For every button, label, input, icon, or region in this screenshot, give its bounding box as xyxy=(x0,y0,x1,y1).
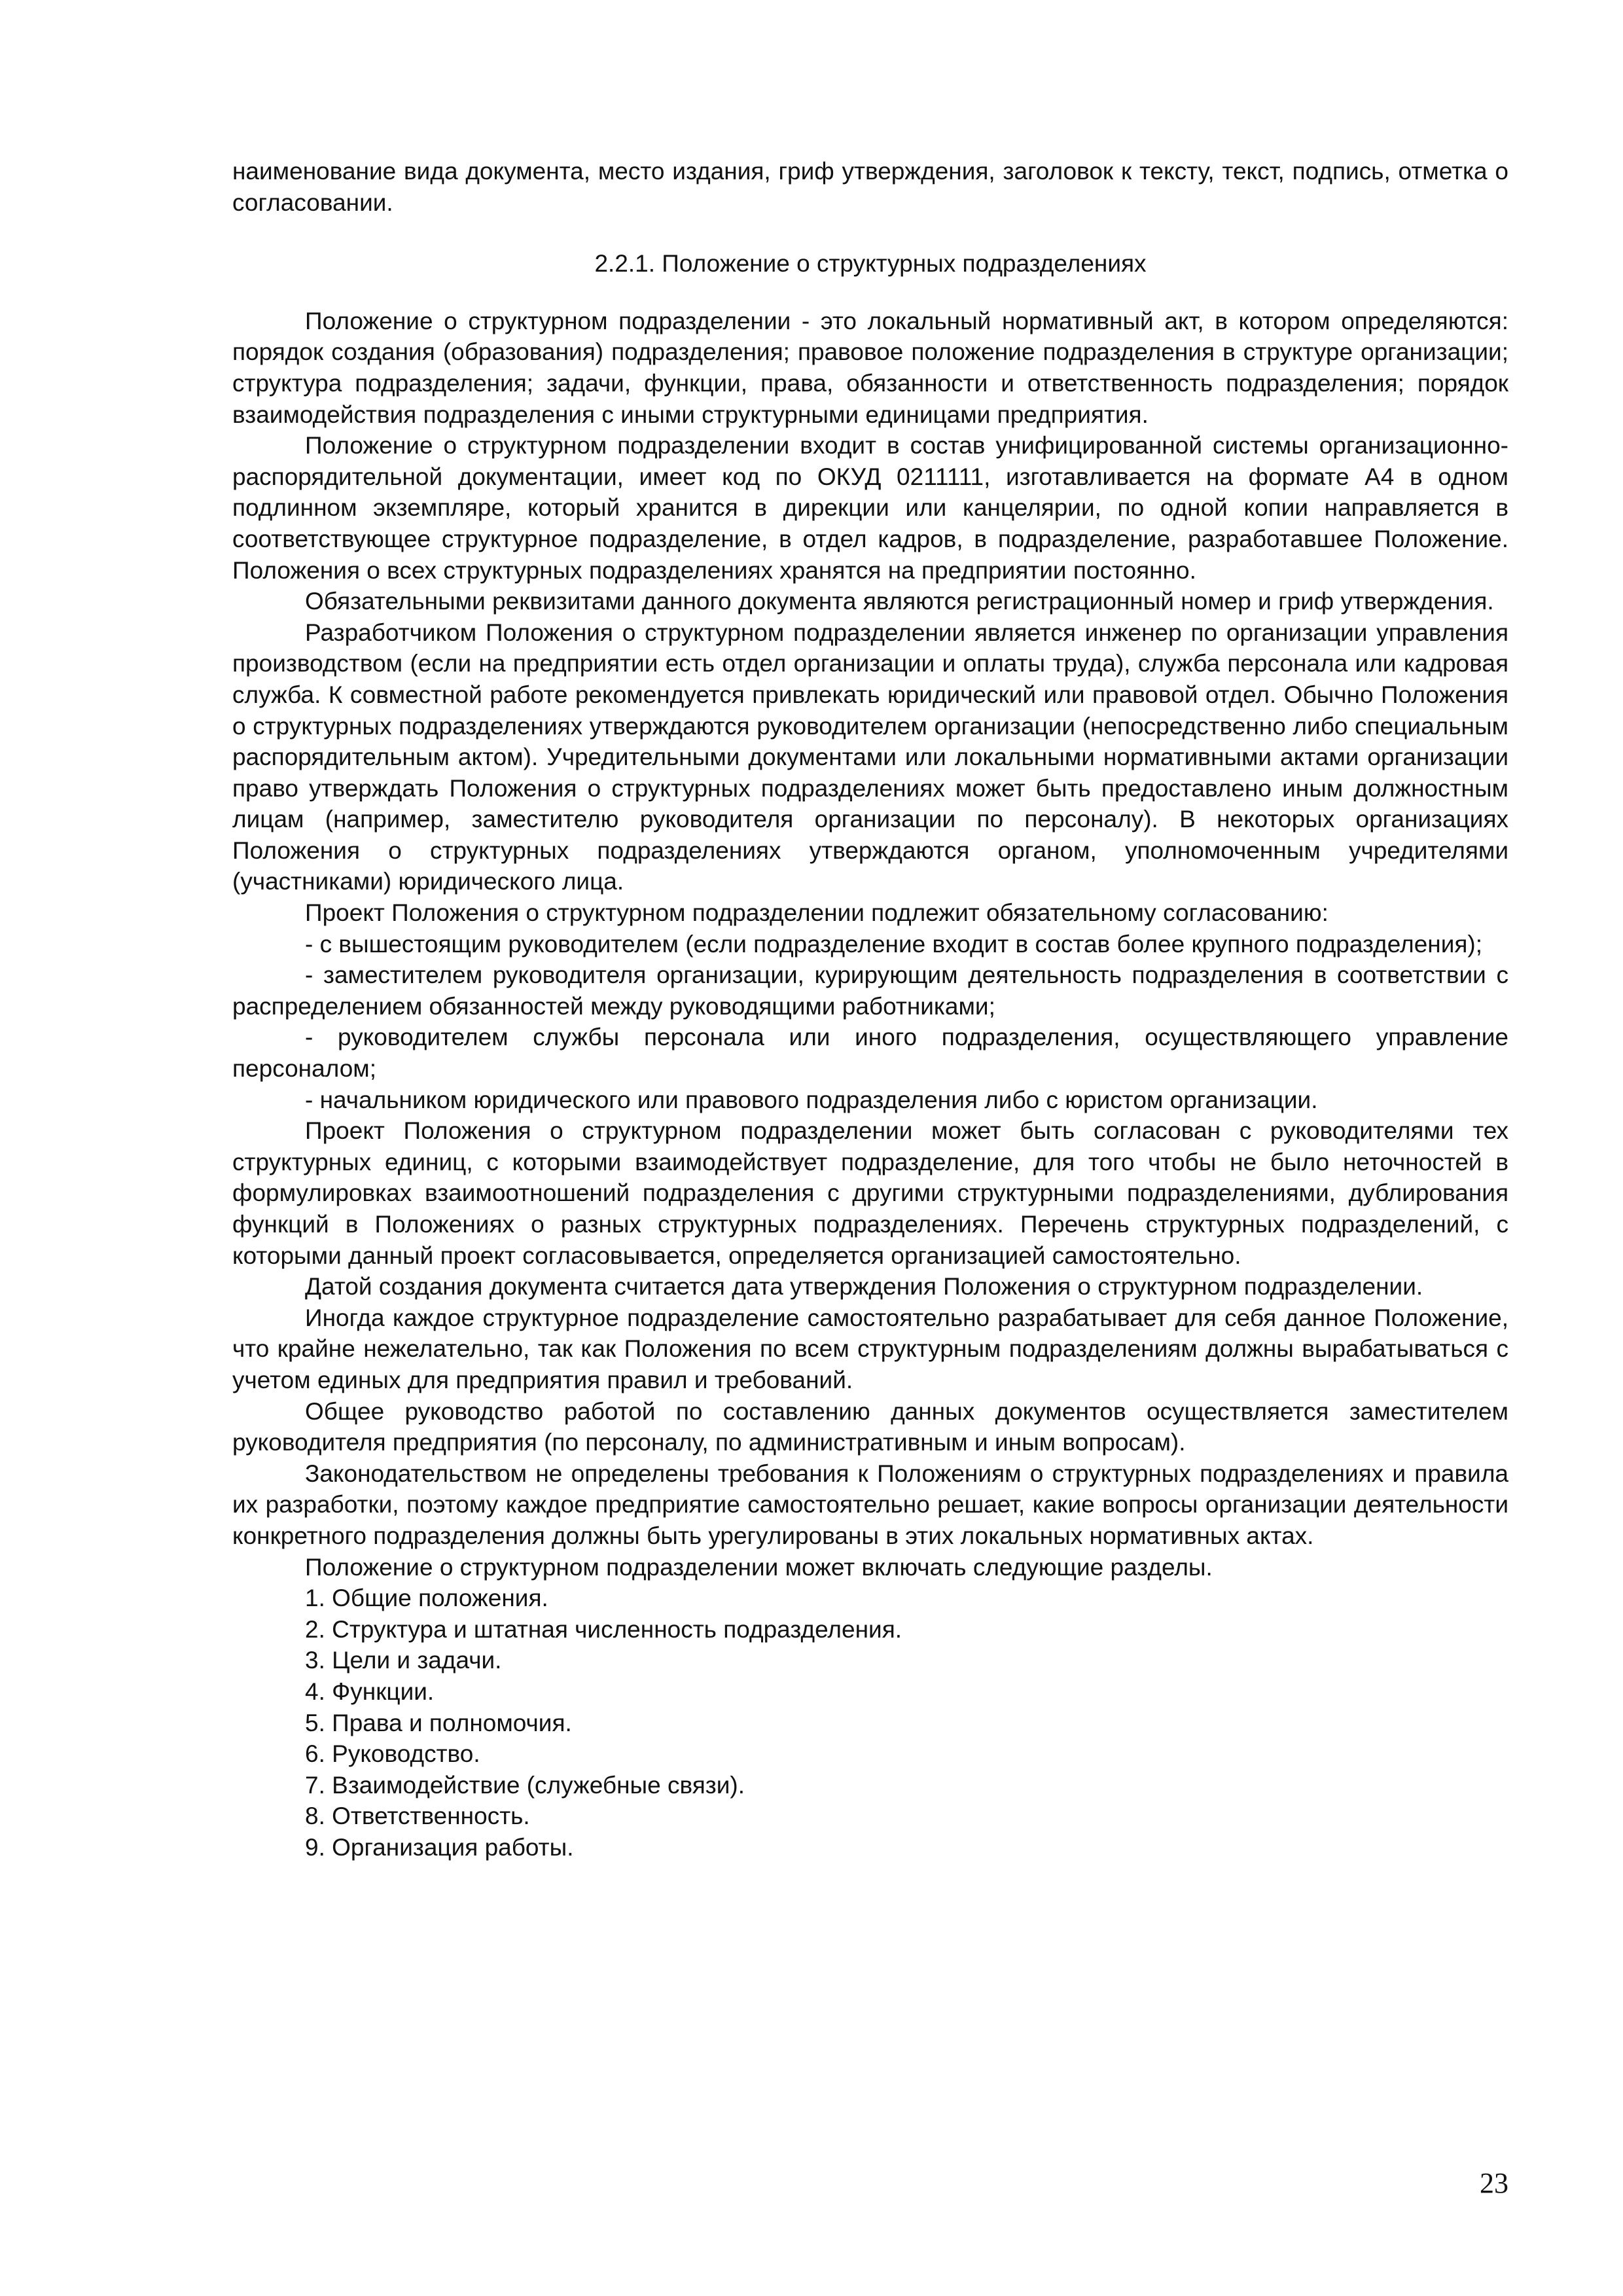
paragraph-requisites: Обязательными реквизитами данного документа являются регистрационный номер и гриф утверждения. xyxy=(305,588,1494,615)
approval-item-deputy: - заместителем руководителя организации, курирующим деятельность подразделения в соответствии с распределением обязанностей между руководящими работниками; xyxy=(232,961,1508,1020)
approval-item-legal: - начальником юридического или правового подразделения либо с юристом организации. xyxy=(305,1086,1318,1113)
list-item: 7. Взаимодействие (служебные связи). xyxy=(305,1771,745,1799)
opening-paragraph: наименование вида документа, место издания, гриф утверждения, заголовок к тексту, текст, подпись, отметка о согласовании. xyxy=(232,158,1508,216)
section-title: 2.2.1. Положение о структурных подразделениях xyxy=(594,250,1147,278)
paragraph-self-development: Иногда каждое структурное подразделение самостоятельно разрабатывает для себя данное Положение, что крайне нежелательно, так как Положения по всем структурным подразделениям должны вырабатываться с учетом единых для предприятия правил и требований. xyxy=(232,1304,1508,1393)
paragraph-definition: Положение о структурном подразделении - это локальный нормативный акт, в котором определяются: порядок создания (образования) подразделения; правовое положение подразделения в структуре организации; структура подразделения; задачи, функции, права, обязанности и ответственность подразделения; порядок взаимодействия подразделения с иными структурными единицами предприятия. xyxy=(232,307,1508,428)
list-item: 2. Структура и штатная численность подразделения. xyxy=(305,1615,902,1643)
list-item: 1. Общие положения. xyxy=(305,1585,548,1612)
list-item: 8. Ответственность. xyxy=(305,1803,530,1830)
list-item: 6. Руководство. xyxy=(305,1740,480,1768)
paragraph-creation-date: Датой создания документа считается дата утверждения Положения о структурном подразделении. xyxy=(305,1273,1423,1300)
approval-item-superior: - с вышестоящим руководителем (если подразделение входит в состав более крупного подразделения); xyxy=(305,930,1483,958)
paragraph-sections-intro: Положение о структурном подразделении может включать следующие разделы. xyxy=(305,1553,1213,1581)
approval-item-hr: - руководителем службы персонала или иного подразделения, осуществляющего управление персоналом; xyxy=(232,1024,1508,1083)
list-item: 4. Функции. xyxy=(305,1677,435,1705)
list-item: 9. Организация работы. xyxy=(305,1833,574,1861)
paragraph-legislation: Законодательством не определены требования к Положениям о структурных подразделениях и правила их разработки, поэтому каждое предприятие самостоятельно решает, какие вопросы организации деятельности конкретного подразделения должны быть урегулированы в этих локальных нормативных актах. xyxy=(232,1460,1508,1549)
list-item: 5. Права и полномочия. xyxy=(305,1709,572,1736)
paragraph-coordination: Проект Положения о структурном подразделении может быть согласован с руководителями тех структурных единиц, с которыми взаимодействует подразделение, для того чтобы не было неточностей в формулировках взаимоотношений подразделения с другими структурными подразделениями, дублирования функций в Положениях о разных структурных подразделениях. Перечень структурных подразделений, с которыми данный проект согласовывается, определяется организацией самостоятельно. xyxy=(232,1117,1508,1269)
paragraph-general-management: Общее руководство работой по составлению данных документов осуществляется заместителем руководителя предприятия (по персоналу, по административным и иным вопросам). xyxy=(232,1397,1508,1456)
page-number: 23 xyxy=(1480,2167,1508,2199)
sections-list xyxy=(232,1583,1508,1863)
list-item: 3. Цели и задачи. xyxy=(305,1647,502,1674)
paragraph-approval-intro: Проект Положения о структурном подразделении подлежит обязательному согласованию: xyxy=(305,899,1329,927)
paragraph-developer: Разработчиком Положения о структурном подразделении является инженер по организации управления производством (если на предприятии есть отдел организации и оплаты труда), служба персонала или кадровая служба. К совместной работе рекомендуется привлекать юридический или правовой отдел. Обычно Положения о структурных подразделениях утверждаются руководителем организации (непосредственно либо специальным распорядительным актом). Учредительными документами или локальными нормативными актами организации право утверждать Положения о структурных подразделениях может быть предоставлено иным должностным лицам (например, заместителю руководителя организации по персоналу). В некоторых организациях Положения о структурных подразделениях утверждаются органом, уполномоченным учредителями (участниками) юридического лица. xyxy=(232,619,1508,895)
document-body xyxy=(232,156,1508,1863)
paragraph-okud: Положение о структурном подразделении входит в состав унифицированной системы организационно-распорядительной документации, имеет код по ОКУД 0211111, изготавливается на формате А4 в одном подлинном экземпляре, который хранится в дирекции или канцелярии, по одной копии направляется в соответствующее структурное подразделение, в отдел кадров, в подразделение, разработавшее Положение. Положения о всех структурных подразделениях хранятся на предприятии постоянно. xyxy=(232,432,1508,584)
